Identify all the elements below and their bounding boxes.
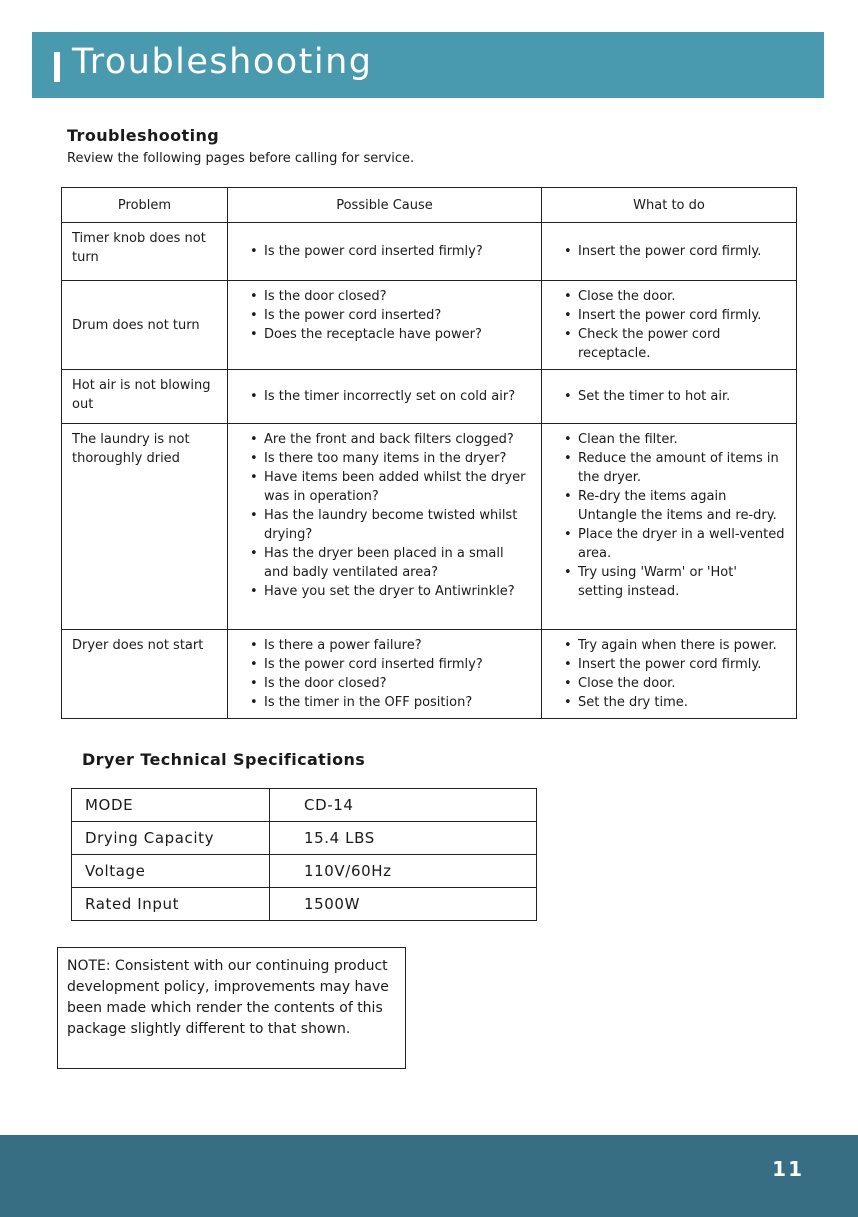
cause-cell — [228, 630, 542, 719]
action-item: • Try again when there is power. — [566, 636, 786, 655]
cause-item: • Does the receptacle have power? — [252, 325, 531, 344]
spec-row — [72, 855, 537, 888]
action-item: • Reduce the amount of items in the dryer. — [566, 449, 786, 487]
spec-row — [72, 822, 537, 855]
action-cell — [542, 630, 797, 719]
action-item: • Try using 'Warm' or 'Hot' setting instead. — [566, 563, 786, 601]
cause-item: • Is the power cord inserted? — [252, 306, 531, 325]
spec-value: CD-14 — [270, 789, 537, 822]
spec-label: Rated Input — [72, 888, 270, 921]
header-accent-bar — [54, 52, 60, 82]
note-box: NOTE: Consistent with our continuing product development policy, improvements may have been made which render the contents of this package slightly different to that shown. — [57, 947, 406, 1069]
cause-cell — [228, 281, 542, 370]
cause-item: • Have items been added whilst the dryer was in operation? — [252, 468, 531, 506]
action-item: • Close the door. — [566, 674, 786, 693]
cause-item: • Is there a power failure? — [252, 636, 531, 655]
action-cell — [542, 223, 797, 281]
action-item: • Close the door. — [566, 287, 786, 306]
cause-item: • Have you set the dryer to Antiwrinkle? — [252, 582, 531, 601]
spec-label: Voltage — [72, 855, 270, 888]
cause-item: • Is the timer in the OFF position? — [252, 693, 531, 712]
cause-item: • Is the power cord inserted firmly? — [252, 655, 531, 674]
cause-item: • Are the front and back filters clogged? — [252, 430, 531, 449]
cause-item: • Has the dryer been placed in a small and badly ventilated area? — [252, 544, 531, 582]
action-item: • Re-dry the items again Untangle the items and re-dry. — [566, 487, 786, 525]
column-header-cause: Possible Cause — [228, 188, 542, 223]
table-row — [62, 424, 797, 630]
cause-item: • Is the door closed? — [252, 287, 531, 306]
problem-cell: Timer knob does not turn — [62, 223, 228, 281]
page-title: Troubleshooting — [72, 42, 373, 82]
footer-band — [0, 1135, 858, 1217]
action-item: • Clean the filter. — [566, 430, 786, 449]
section-subtitle: Review the following pages before calling for service. — [67, 151, 415, 166]
spec-value: 110V/60Hz — [270, 855, 537, 888]
table-row — [62, 223, 797, 281]
table-header-row — [62, 188, 797, 223]
cause-item: • Is the timer incorrectly set on cold air? — [252, 387, 531, 406]
cause-item: • Has the laundry become twisted whilst drying? — [252, 506, 531, 544]
specs-heading: Dryer Technical Specifications — [82, 750, 366, 769]
table-row — [62, 370, 797, 424]
column-header-problem: Problem — [62, 188, 228, 223]
spec-label: MODE — [72, 789, 270, 822]
action-item: • Insert the power cord firmly. — [566, 306, 786, 325]
action-item: • Set the dry time. — [566, 693, 786, 712]
action-item: • Insert the power cord firmly. — [566, 242, 786, 261]
spec-value: 1500W — [270, 888, 537, 921]
table-row — [62, 281, 797, 370]
problem-cell: The laundry is not thoroughly dried — [62, 424, 228, 630]
spec-row — [72, 789, 537, 822]
action-item: • Insert the power cord firmly. — [566, 655, 786, 674]
cause-item: • Is there too many items in the dryer? — [252, 449, 531, 468]
spec-label: Drying Capacity — [72, 822, 270, 855]
table-row — [62, 630, 797, 719]
cause-cell — [228, 223, 542, 281]
problem-cell: Drum does not turn — [62, 281, 228, 370]
specs-table — [71, 788, 537, 921]
spec-row — [72, 888, 537, 921]
page-number: 11 — [772, 1157, 804, 1181]
action-item: • Set the timer to hot air. — [566, 387, 786, 406]
problem-cell: Hot air is not blowing out — [62, 370, 228, 424]
section-heading: Troubleshooting — [67, 126, 220, 145]
header-band — [32, 32, 824, 98]
problem-cell: Dryer does not start — [62, 630, 228, 719]
cause-cell — [228, 370, 542, 424]
troubleshooting-table — [61, 187, 797, 719]
action-item: • Check the power cord receptacle. — [566, 325, 786, 363]
action-cell — [542, 424, 797, 630]
cause-item: • Is the power cord inserted firmly? — [252, 242, 531, 261]
column-header-action: What to do — [542, 188, 797, 223]
action-item: • Place the dryer in a well-vented area. — [566, 525, 786, 563]
action-cell — [542, 281, 797, 370]
spec-value: 15.4 LBS — [270, 822, 537, 855]
cause-cell — [228, 424, 542, 630]
cause-item: • Is the door closed? — [252, 674, 531, 693]
action-cell — [542, 370, 797, 424]
